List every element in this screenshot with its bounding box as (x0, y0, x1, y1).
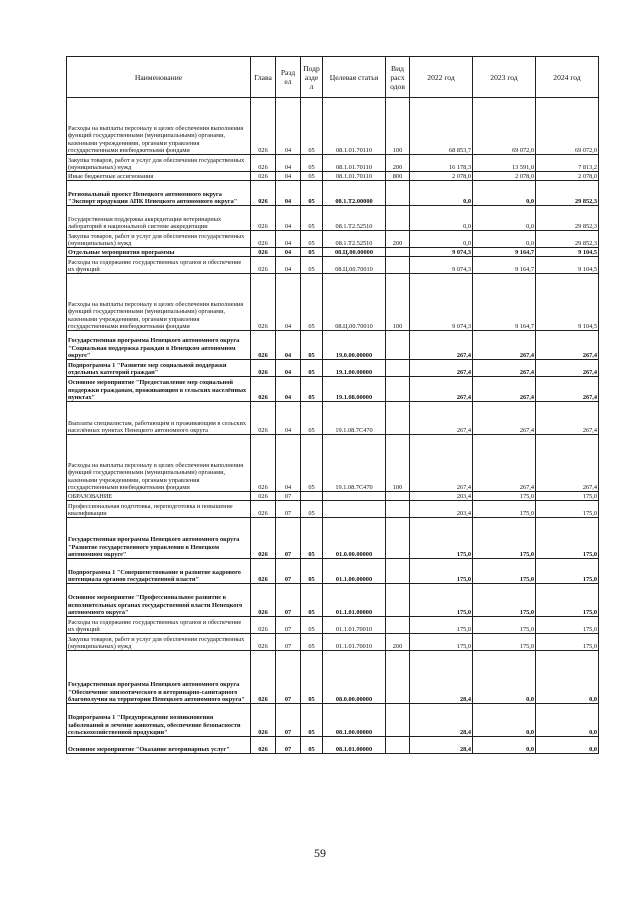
cell-2022: 28,4 (410, 704, 473, 737)
cell-glava: 026 (251, 206, 276, 231)
cell-razdel: 04 (276, 248, 301, 257)
table-row (67, 651, 599, 704)
cell-2023: 175,0 (473, 492, 536, 501)
cell-2024: 175,0 (536, 617, 599, 634)
cell-name: Профессиональная подготовка, переподготовка и повышение квалификации (67, 501, 251, 518)
cell-vid-rashodov (386, 501, 410, 518)
cell-tselevaya-statya: 08.1.01.70110 (323, 155, 386, 172)
cell-glava: 026 (251, 172, 276, 181)
cell-2024: 267,4 (536, 377, 599, 402)
cell-2023: 175,0 (473, 634, 536, 651)
cell-tselevaya-statya: 01.0.00.00000 (323, 518, 386, 559)
cell-2024: 9 104,5 (536, 248, 599, 257)
cell-2023: 13 591,0 (473, 155, 536, 172)
cell-razdel: 04 (276, 98, 301, 155)
cell-2024: 29 852,3 (536, 181, 599, 206)
cell-glava: 026 (251, 501, 276, 518)
cell-name: Подпрограмма 1 "Совершенствование и развитие кадрового потенциала органов государственной власти" (67, 559, 251, 584)
cell-2024: 267,4 (536, 402, 599, 435)
cell-vid-rashodov (386, 331, 410, 360)
cell-glava: 026 (251, 518, 276, 559)
cell-razdel: 04 (276, 231, 301, 248)
cell-razdel: 07 (276, 584, 301, 617)
cell-podrazdel: 05 (301, 98, 323, 155)
cell-2023: 2 078,0 (473, 172, 536, 181)
cell-podrazdel: 05 (301, 617, 323, 634)
table-row (67, 360, 599, 377)
cell-podrazdel (301, 492, 323, 501)
header-2024: 2024 год (536, 57, 599, 98)
cell-2022: 175,0 (410, 617, 473, 634)
cell-tselevaya-statya: 19.1.08.7С470 (323, 435, 386, 492)
cell-glava: 026 (251, 248, 276, 257)
cell-glava: 026 (251, 617, 276, 634)
cell-tselevaya-statya: 08.1.01.70110 (323, 172, 386, 181)
cell-glava: 026 (251, 584, 276, 617)
cell-podrazdel: 05 (301, 360, 323, 377)
cell-vid-rashodov: 200 (386, 155, 410, 172)
cell-razdel: 04 (276, 274, 301, 331)
cell-vid-rashodov (386, 402, 410, 435)
cell-2022: 16 178,3 (410, 155, 473, 172)
cell-tselevaya-statya: 19.1.08.00000 (323, 377, 386, 402)
table-row (67, 248, 599, 257)
table-row (67, 172, 599, 181)
cell-name: Расходы на содержание государственных органов и обеспечение их функций (67, 617, 251, 634)
cell-razdel: 04 (276, 377, 301, 402)
table-body (67, 98, 599, 754)
cell-2023: 9 164,7 (473, 257, 536, 274)
cell-razdel: 07 (276, 492, 301, 501)
cell-glava: 026 (251, 651, 276, 704)
cell-vid-rashodov (386, 737, 410, 754)
cell-vid-rashodov: 100 (386, 274, 410, 331)
cell-glava: 026 (251, 274, 276, 331)
cell-2023: 0,0 (473, 206, 536, 231)
cell-name: ОБРАЗОВАНИЕ (67, 492, 251, 501)
cell-name: Расходы на выплаты персоналу в целях обеспечения выполнения функций государственными (муниципальными) органами, казенными учреждениями, органами управления государственными внебюджетными фондами (67, 274, 251, 331)
cell-razdel: 07 (276, 501, 301, 518)
cell-2024: 175,0 (536, 584, 599, 617)
cell-2022: 175,0 (410, 584, 473, 617)
cell-vid-rashodov (386, 617, 410, 634)
cell-name: Основное мероприятие "Оказание ветеринарных услуг" (67, 737, 251, 754)
cell-podrazdel: 05 (301, 518, 323, 559)
cell-tselevaya-statya: 08.Ц.00.00000 (323, 248, 386, 257)
cell-2022: 2 078,0 (410, 172, 473, 181)
cell-2024: 69 072,0 (536, 98, 599, 155)
cell-2022: 267,4 (410, 402, 473, 435)
cell-tselevaya-statya: 01.1.01.70010 (323, 634, 386, 651)
cell-tselevaya-statya: 01.1.01.70010 (323, 617, 386, 634)
cell-tselevaya-statya: 08.Ц.00.70010 (323, 274, 386, 331)
cell-tselevaya-statya: 08.1.00.00000 (323, 704, 386, 737)
cell-glava: 026 (251, 559, 276, 584)
cell-name: Иные бюджетные ассигнования (67, 172, 251, 181)
cell-glava: 026 (251, 360, 276, 377)
cell-razdel: 07 (276, 617, 301, 634)
cell-2023: 175,0 (473, 518, 536, 559)
cell-2022: 267,4 (410, 377, 473, 402)
cell-2023: 267,4 (473, 435, 536, 492)
cell-name: Закупка товаров, работ и услуг для обеспечения государственных (муниципальных) нужд (67, 231, 251, 248)
cell-vid-rashodov (386, 257, 410, 274)
header-vid-rashodov: Вид расх одов (386, 57, 410, 98)
cell-2023: 9 164,7 (473, 274, 536, 331)
table-header-row (67, 57, 599, 98)
cell-2024: 0,0 (536, 651, 599, 704)
cell-2024: 9 104,5 (536, 274, 599, 331)
table-row (67, 435, 599, 492)
table-row (67, 634, 599, 651)
cell-2022: 203,4 (410, 492, 473, 501)
cell-name: Подпрограмма 1 "Предупреждение возникновения заболеваний и лечение животных, обеспечение безопасности сельскохозяйственной продукции" (67, 704, 251, 737)
cell-2024: 9 104,5 (536, 257, 599, 274)
table-row (67, 704, 599, 737)
cell-2022: 175,0 (410, 518, 473, 559)
cell-tselevaya-statya: 01.1.00.00000 (323, 559, 386, 584)
cell-razdel: 04 (276, 206, 301, 231)
cell-2022: 267,4 (410, 331, 473, 360)
table-row (67, 737, 599, 754)
cell-name: Государственная поддержка аккредитации ветеринарных лабораторий в национальной системе аккредитации (67, 206, 251, 231)
cell-glava: 026 (251, 155, 276, 172)
cell-podrazdel: 05 (301, 651, 323, 704)
cell-razdel: 04 (276, 155, 301, 172)
cell-name: Государственная программа Ненецкого автономного округа "Обеспечение эпизоотического и ветеринарно-санитарного благополучия на территории Ненецкого автономного округа" (67, 651, 251, 704)
table-row (67, 559, 599, 584)
cell-glava: 026 (251, 231, 276, 248)
cell-tselevaya-statya: 19.1.00.00000 (323, 360, 386, 377)
cell-vid-rashodov (386, 704, 410, 737)
table-row (67, 206, 599, 231)
cell-vid-rashodov: 200 (386, 634, 410, 651)
cell-glava: 026 (251, 377, 276, 402)
cell-name: Основное мероприятие "Профессиональное развитие в исполнительных органах государственной власти Ненецкого автономного округа" (67, 584, 251, 617)
cell-tselevaya-statya: 08.0.00.00000 (323, 651, 386, 704)
cell-podrazdel: 05 (301, 248, 323, 257)
cell-podrazdel: 05 (301, 257, 323, 274)
cell-razdel: 04 (276, 257, 301, 274)
cell-glava: 026 (251, 435, 276, 492)
cell-tselevaya-statya: 08.1.Т2.00000 (323, 181, 386, 206)
cell-2022: 68 853,7 (410, 98, 473, 155)
cell-vid-rashodov: 100 (386, 98, 410, 155)
cell-podrazdel: 05 (301, 231, 323, 248)
cell-2024: 175,0 (536, 501, 599, 518)
cell-tselevaya-statya (323, 492, 386, 501)
cell-podrazdel: 05 (301, 559, 323, 584)
cell-2023: 0,0 (473, 651, 536, 704)
table-row (67, 402, 599, 435)
cell-2023: 267,4 (473, 331, 536, 360)
cell-glava: 026 (251, 634, 276, 651)
cell-name: Закупка товаров, работ и услуг для обеспечения государственных (муниципальных) нужд (67, 155, 251, 172)
cell-glava: 026 (251, 402, 276, 435)
cell-podrazdel: 05 (301, 377, 323, 402)
table-row (67, 584, 599, 617)
cell-glava: 026 (251, 257, 276, 274)
cell-razdel: 07 (276, 651, 301, 704)
cell-podrazdel: 05 (301, 181, 323, 206)
cell-podrazdel: 05 (301, 206, 323, 231)
cell-razdel: 04 (276, 172, 301, 181)
cell-tselevaya-statya: 19.1.08.7С470 (323, 402, 386, 435)
cell-2023: 69 072,0 (473, 98, 536, 155)
cell-podrazdel: 05 (301, 584, 323, 617)
cell-2023: 0,0 (473, 231, 536, 248)
cell-2022: 175,0 (410, 634, 473, 651)
cell-tselevaya-statya: 19.0.00.00000 (323, 331, 386, 360)
cell-2022: 28,4 (410, 737, 473, 754)
cell-razdel: 04 (276, 435, 301, 492)
cell-glava: 026 (251, 737, 276, 754)
cell-podrazdel: 05 (301, 704, 323, 737)
table-row (67, 231, 599, 248)
cell-tselevaya-statya: 08.1.01.00000 (323, 737, 386, 754)
cell-glava: 026 (251, 331, 276, 360)
cell-name: Отдельные мероприятия программы (67, 248, 251, 257)
cell-vid-rashodov (386, 559, 410, 584)
cell-vid-rashodov (386, 248, 410, 257)
cell-2023: 0,0 (473, 737, 536, 754)
cell-2022: 0,0 (410, 231, 473, 248)
cell-vid-rashodov (386, 584, 410, 617)
header-podrazdel: Подр азде л (301, 57, 323, 98)
cell-2022: 28,4 (410, 651, 473, 704)
cell-razdel: 04 (276, 360, 301, 377)
cell-tselevaya-statya: 08.Ц.00.70010 (323, 257, 386, 274)
cell-name: Выплаты специалистам, работающим и проживающим в сельских населённых пунктах Ненецкого автономного округа (67, 402, 251, 435)
cell-vid-rashodov (386, 377, 410, 402)
table-row (67, 257, 599, 274)
header-2023: 2023 год (473, 57, 536, 98)
cell-2024: 29 852,3 (536, 231, 599, 248)
cell-glava: 026 (251, 492, 276, 501)
cell-tselevaya-statya: 08.1.Т2.52510 (323, 206, 386, 231)
cell-2024: 175,0 (536, 634, 599, 651)
header-tselevaya-statya: Целевая статья (323, 57, 386, 98)
cell-tselevaya-statya: 08.1.Т2.52510 (323, 231, 386, 248)
cell-razdel: 07 (276, 518, 301, 559)
cell-2024: 175,0 (536, 492, 599, 501)
cell-vid-rashodov: 200 (386, 231, 410, 248)
cell-name: Подпрограмма 1 "Развитие мер социальной поддержки отдельных категорий граждан" (67, 360, 251, 377)
cell-glava: 026 (251, 98, 276, 155)
cell-name: Расходы на выплаты персоналу в целях обеспечения выполнения функций государственными (муниципальными) органами, казенными учреждениями, органами управления государственными внебюджетными фондами (67, 435, 251, 492)
cell-2022: 0,0 (410, 181, 473, 206)
header-razdel: Разд ел (276, 57, 301, 98)
cell-2023: 0,0 (473, 181, 536, 206)
table-row (67, 181, 599, 206)
cell-vid-rashodov: 800 (386, 172, 410, 181)
table-row (67, 617, 599, 634)
cell-2023: 175,0 (473, 617, 536, 634)
cell-2022: 267,4 (410, 435, 473, 492)
cell-2024: 267,4 (536, 360, 599, 377)
cell-vid-rashodov (386, 492, 410, 501)
cell-podrazdel: 05 (301, 501, 323, 518)
cell-podrazdel: 05 (301, 172, 323, 181)
cell-name: Расходы на выплаты персоналу в целях обеспечения выполнения функций государственными (муниципальными) органами, казенными учреждениями, органами управления государственными внебюджетными фондами (67, 98, 251, 155)
cell-podrazdel: 05 (301, 274, 323, 331)
header-2022: 2022 год (410, 57, 473, 98)
cell-name: Государственная программа Ненецкого автономного округа "Социальная поддержка граждан в Ненецком автономном округе" (67, 331, 251, 360)
cell-razdel: 07 (276, 559, 301, 584)
cell-vid-rashodov (386, 518, 410, 559)
budget-table (66, 56, 599, 754)
cell-podrazdel: 05 (301, 737, 323, 754)
table-row (67, 331, 599, 360)
cell-podrazdel: 05 (301, 402, 323, 435)
cell-razdel: 04 (276, 331, 301, 360)
cell-tselevaya-statya (323, 501, 386, 518)
cell-2022: 0,0 (410, 206, 473, 231)
cell-2023: 267,4 (473, 360, 536, 377)
cell-2022: 9 074,3 (410, 274, 473, 331)
cell-name: Закупка товаров, работ и услуг для обеспечения государственных (муниципальных) нужд (67, 634, 251, 651)
table-row (67, 98, 599, 155)
cell-podrazdel: 05 (301, 634, 323, 651)
cell-2024: 175,0 (536, 559, 599, 584)
cell-2023: 175,0 (473, 584, 536, 617)
cell-name: Государственная программа Ненецкого автономного округа "Развитие государственного управления в Ненецком автономном округе" (67, 518, 251, 559)
cell-2022: 9 074,3 (410, 257, 473, 274)
header-name: Наименование (67, 57, 251, 98)
cell-2022: 267,4 (410, 360, 473, 377)
cell-glava: 026 (251, 181, 276, 206)
cell-razdel: 07 (276, 737, 301, 754)
cell-2023: 267,4 (473, 377, 536, 402)
cell-2023: 267,4 (473, 402, 536, 435)
cell-name: Расходы на содержание государственных органов и обеспечение их функций (67, 257, 251, 274)
cell-razdel: 04 (276, 181, 301, 206)
cell-2023: 175,0 (473, 501, 536, 518)
cell-2023: 175,0 (473, 559, 536, 584)
table-row (67, 274, 599, 331)
cell-2024: 267,4 (536, 435, 599, 492)
cell-2022: 175,0 (410, 559, 473, 584)
cell-razdel: 07 (276, 634, 301, 651)
cell-vid-rashodov (386, 181, 410, 206)
cell-tselevaya-statya: 08.1.01.70110 (323, 98, 386, 155)
cell-2024: 2 078,0 (536, 172, 599, 181)
page-number: 59 (314, 846, 326, 860)
table-row (67, 501, 599, 518)
table-row (67, 377, 599, 402)
cell-razdel: 04 (276, 402, 301, 435)
table-row (67, 518, 599, 559)
cell-2022: 9 074,3 (410, 248, 473, 257)
header-glava: Глава (251, 57, 276, 98)
cell-name: Региональный проект Ненецкого автономного округа "Экспорт продукции АПК Ненецкого автономного округа" (67, 181, 251, 206)
cell-2024: 7 813,2 (536, 155, 599, 172)
table-row (67, 492, 599, 501)
cell-2024: 0,0 (536, 737, 599, 754)
cell-vid-rashodov: 100 (386, 435, 410, 492)
cell-podrazdel: 05 (301, 155, 323, 172)
cell-vid-rashodov (386, 206, 410, 231)
cell-tselevaya-statya: 01.1.01.00000 (323, 584, 386, 617)
cell-2024: 267,4 (536, 331, 599, 360)
cell-2022: 203,4 (410, 501, 473, 518)
cell-vid-rashodov (386, 651, 410, 704)
cell-vid-rashodov (386, 360, 410, 377)
cell-2024: 29 852,3 (536, 206, 599, 231)
cell-razdel: 07 (276, 704, 301, 737)
cell-2023: 9 164,7 (473, 248, 536, 257)
cell-2024: 0,0 (536, 704, 599, 737)
cell-name: Основное мероприятие "Предоставление мер социальной поддержки гражданам, проживающим в сельских населённых пунктах" (67, 377, 251, 402)
table-row (67, 155, 599, 172)
cell-podrazdel: 05 (301, 331, 323, 360)
cell-2023: 0,0 (473, 704, 536, 737)
cell-glava: 026 (251, 704, 276, 737)
cell-2024: 175,0 (536, 518, 599, 559)
cell-podrazdel: 05 (301, 435, 323, 492)
